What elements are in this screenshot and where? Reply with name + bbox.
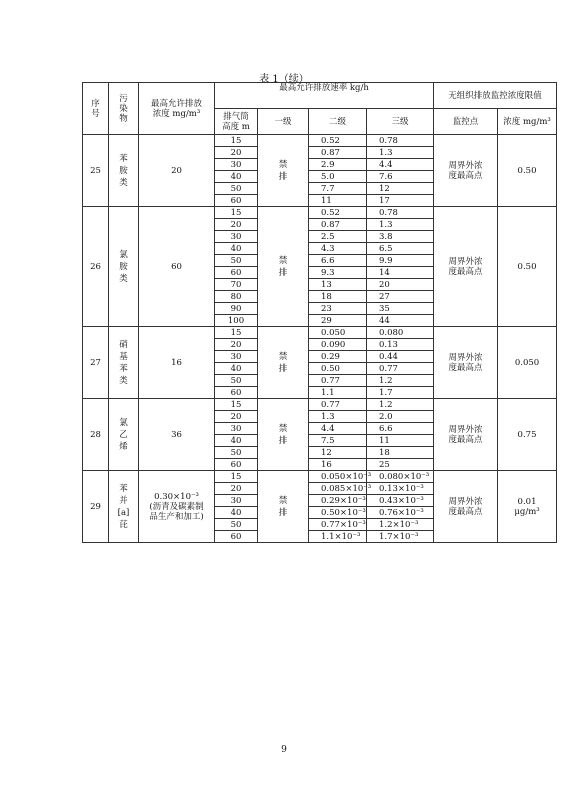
level-3-rate-cell: 0.43×10⁻³ (367, 495, 434, 507)
max-concentration-cell (139, 399, 215, 471)
stack-height-cell: 60 (215, 459, 258, 471)
stack-height-cell: 60 (215, 195, 258, 207)
stack-height-cell: 60 (215, 531, 258, 543)
level-2-rate-cell: 7.5 (309, 435, 367, 447)
stack-height-cell: 20 (215, 411, 258, 423)
level-2-rate-cell: 0.87 (309, 219, 367, 231)
table-row (83, 399, 557, 411)
stack-height-cell: 90 (215, 303, 258, 315)
level-2-rate-cell: 6.6 (309, 255, 367, 267)
max-concentration-cell (139, 135, 215, 207)
level-2-rate-cell: 0.50×10⁻³ (309, 507, 367, 519)
stack-height-cell: 30 (215, 351, 258, 363)
level-1-cell (258, 399, 309, 471)
level-3-rate-cell: 17 (367, 195, 434, 207)
stack-height-cell: 50 (215, 519, 258, 531)
level-3-rate-cell: 18 (367, 447, 434, 459)
table-row (83, 135, 557, 147)
stack-height-cell: 40 (215, 171, 258, 183)
stack-height-cell: 40 (215, 435, 258, 447)
level-2-rate-cell: 29 (309, 315, 367, 327)
seq-number-cell: 29 (83, 471, 109, 543)
stack-height-cell: 20 (215, 147, 258, 159)
max-concentration-cell-line: 品生产和加工) (149, 511, 204, 522)
pollutant-name-cell-line: 氯 (119, 249, 128, 260)
header-pollutant-line: 污 (119, 93, 128, 104)
level-3-rate-cell: 14 (367, 267, 434, 279)
pollutant-name-cell (109, 471, 139, 543)
stack-height-cell: 30 (215, 159, 258, 171)
stack-height-cell: 50 (215, 255, 258, 267)
level-2-rate-cell: 4.3 (309, 243, 367, 255)
header-seq-line: 号 (91, 108, 100, 119)
level-3-rate-cell: 1.2 (367, 399, 434, 411)
level-2-rate-cell: 0.29×10⁻³ (309, 495, 367, 507)
level-3-rate-cell: 0.080×10⁻³ (367, 471, 434, 483)
monitor-point-cell-line: 度最高点 (448, 170, 483, 181)
level-3-rate-cell: 1.3 (367, 147, 434, 159)
header-level-2: 二级 (309, 109, 367, 135)
level-3-rate-cell: 44 (367, 315, 434, 327)
level-2-rate-cell: 4.4 (309, 423, 367, 435)
level-2-rate-cell: 1.1 (309, 387, 367, 399)
level-2-rate-cell: 12 (309, 447, 367, 459)
concentration-limit-cell (498, 399, 557, 471)
max-concentration-cell-line: 16 (171, 357, 182, 368)
stack-height-cell: 15 (215, 207, 258, 219)
header-level-3: 三级 (367, 109, 434, 135)
level-3-rate-cell: 0.13 (367, 339, 434, 351)
stack-height-cell: 70 (215, 279, 258, 291)
pollutant-name-cell-line: 乙 (119, 429, 128, 440)
max-concentration-cell-line: 20 (171, 165, 182, 176)
concentration-limit-cell (498, 207, 557, 327)
concentration-limit-cell-line: 0.50 (517, 261, 537, 272)
level-3-rate-cell: 1.3 (367, 219, 434, 231)
level-3-rate-cell: 7.6 (367, 171, 434, 183)
header-max-concentration (139, 83, 215, 135)
header-level-1: 一级 (258, 109, 309, 135)
pollutant-name-cell-line: 胺 (119, 165, 128, 176)
seq-number-cell: 27 (83, 327, 109, 399)
pollutant-name-cell-line: 硝 (119, 339, 128, 350)
pollutant-name-cell-line: 基 (119, 351, 128, 362)
stack-height-cell: 80 (215, 291, 258, 303)
level-2-rate-cell: 2.9 (309, 159, 367, 171)
header-pollutant (109, 83, 139, 135)
seq-number-cell: 26 (83, 207, 109, 327)
level-2-rate-cell: 0.50 (309, 363, 367, 375)
stack-height-cell: 30 (215, 423, 258, 435)
emission-standard-table (82, 82, 557, 543)
table-body (83, 83, 557, 543)
page-number: 9 (281, 745, 287, 755)
level-3-rate-cell: 0.13×10⁻³ (367, 483, 434, 495)
level-1-cell-line: 禁 (278, 159, 288, 170)
level-2-rate-cell: 13 (309, 279, 367, 291)
header-stack-height-line: 排气筒 (223, 111, 249, 122)
level-3-rate-cell: 20 (367, 279, 434, 291)
level-1-cell-line: 排 (278, 171, 288, 182)
level-2-rate-cell: 0.77 (309, 399, 367, 411)
level-1-cell (258, 327, 309, 399)
max-concentration-cell-line: 0.30×10⁻³ (154, 491, 199, 502)
stack-height-cell: 50 (215, 375, 258, 387)
level-2-rate-cell: 0.52 (309, 135, 367, 147)
stack-height-cell: 15 (215, 399, 258, 411)
stack-height-cell: 15 (215, 327, 258, 339)
level-2-rate-cell: 23 (309, 303, 367, 315)
level-1-cell-line: 禁 (278, 423, 288, 434)
header-fugitive-group: 无组织排放监控浓度限值 (434, 83, 557, 109)
header-pollutant-line: 物 (119, 113, 128, 124)
level-1-cell-line: 禁 (278, 495, 288, 506)
level-1-cell (258, 471, 309, 543)
level-1-cell-line: 排 (278, 507, 288, 518)
seq-number-cell: 28 (83, 399, 109, 471)
table-row (83, 471, 557, 483)
pollutant-name-cell-line: 芘 (119, 519, 128, 530)
level-2-rate-cell: 11 (309, 195, 367, 207)
monitor-point-cell-line: 度最高点 (448, 266, 483, 277)
level-1-cell-line: 排 (278, 363, 288, 374)
monitor-point-cell-line: 度最高点 (448, 506, 483, 517)
seq-number-cell: 25 (83, 135, 109, 207)
monitor-point-cell (434, 399, 498, 471)
level-3-rate-cell: 11 (367, 435, 434, 447)
pollutant-name-cell-line: 苯 (119, 153, 128, 164)
header-rate-group: 最高允许排放速率 kg/h (215, 83, 434, 109)
level-3-rate-cell: 1.2×10⁻³ (367, 519, 434, 531)
level-1-cell-line: 禁 (278, 255, 288, 266)
level-3-rate-cell: 0.78 (367, 207, 434, 219)
stack-height-cell: 15 (215, 471, 258, 483)
level-2-rate-cell: 9.3 (309, 267, 367, 279)
header-seq (83, 83, 109, 135)
monitor-point-cell (434, 135, 498, 207)
max-concentration-cell-line: 60 (171, 261, 182, 272)
stack-height-cell: 40 (215, 507, 258, 519)
level-2-rate-cell: 1.3 (309, 411, 367, 423)
pollutant-name-cell-line: 苯 (119, 363, 128, 374)
level-3-rate-cell: 25 (367, 459, 434, 471)
pollutant-name-cell-line: 类 (119, 375, 128, 386)
level-3-rate-cell: 3.8 (367, 231, 434, 243)
stack-height-cell: 15 (215, 135, 258, 147)
level-2-rate-cell: 2.5 (309, 231, 367, 243)
pollutant-name-cell-line: 氯 (119, 417, 128, 428)
level-2-rate-cell: 0.050 (309, 327, 367, 339)
level-3-rate-cell: 0.080 (367, 327, 434, 339)
level-2-rate-cell: 0.050×10⁻³ (309, 471, 367, 483)
level-3-rate-cell: 0.77 (367, 363, 434, 375)
header-row-1 (83, 83, 557, 109)
level-1-cell-line: 禁 (278, 351, 288, 362)
monitor-point-cell (434, 207, 498, 327)
level-3-rate-cell: 1.7 (367, 387, 434, 399)
pollutant-name-cell (109, 135, 139, 207)
pollutant-name-cell-line: 胺 (119, 261, 128, 272)
header-concentration: 浓度 mg/m³ (498, 109, 557, 135)
monitor-point-cell-line: 度最高点 (448, 434, 483, 445)
monitor-point-cell-line: 周界外浓 (448, 496, 483, 507)
max-concentration-cell-line: 36 (171, 429, 182, 440)
max-concentration-cell (139, 207, 215, 327)
level-1-cell (258, 207, 309, 327)
level-3-rate-cell: 1.2 (367, 375, 434, 387)
level-3-rate-cell: 2.0 (367, 411, 434, 423)
stack-height-cell: 100 (215, 315, 258, 327)
monitor-point-cell-line: 周界外浓 (448, 352, 483, 363)
level-3-rate-cell: 9.9 (367, 255, 434, 267)
header-max-conc-line: 最高允许排放 (150, 98, 202, 109)
level-3-rate-cell: 0.44 (367, 351, 434, 363)
level-3-rate-cell: 6.6 (367, 423, 434, 435)
header-monitor-point: 监控点 (434, 109, 498, 135)
concentration-limit-cell (498, 327, 557, 399)
level-2-rate-cell: 1.1×10⁻³ (309, 531, 367, 543)
level-2-rate-cell: 0.29 (309, 351, 367, 363)
level-2-rate-cell: 0.87 (309, 147, 367, 159)
stack-height-cell: 20 (215, 483, 258, 495)
stack-height-cell: 60 (215, 387, 258, 399)
level-3-rate-cell: 0.76×10⁻³ (367, 507, 434, 519)
max-concentration-cell-line: (沥青及碳素制 (149, 501, 204, 512)
header-max-conc-line: 浓度 mg/m³ (152, 108, 201, 119)
pollutant-name-cell-line: 类 (119, 273, 128, 284)
level-2-rate-cell: 0.085×10⁻³ (309, 483, 367, 495)
concentration-limit-cell-line: 0.050 (514, 357, 540, 368)
concentration-limit-cell (498, 471, 557, 543)
level-3-rate-cell: 6.5 (367, 243, 434, 255)
pollutant-name-cell-line: 类 (119, 177, 128, 188)
monitor-point-cell-line: 周界外浓 (448, 424, 483, 435)
level-1-cell (258, 135, 309, 207)
stack-height-cell: 50 (215, 183, 258, 195)
pollutant-name-cell-line: [a] (117, 507, 130, 518)
table-row (83, 207, 557, 219)
monitor-point-cell-line: 周界外浓 (448, 256, 483, 267)
header-seq-line: 序 (91, 98, 100, 109)
level-1-cell-line: 排 (278, 435, 288, 446)
monitor-point-cell-line: 周界外浓 (448, 160, 483, 171)
stack-height-cell: 20 (215, 339, 258, 351)
level-2-rate-cell: 0.77 (309, 375, 367, 387)
pollutant-name-cell (109, 399, 139, 471)
header-pollutant-line: 染 (119, 103, 128, 114)
concentration-limit-cell-line: 0.50 (517, 165, 537, 176)
concentration-limit-cell-line: μg/m³ (514, 506, 540, 517)
stack-height-cell: 60 (215, 267, 258, 279)
level-2-rate-cell: 0.090 (309, 339, 367, 351)
concentration-limit-cell-line: 0.75 (517, 429, 537, 440)
max-concentration-cell (139, 327, 215, 399)
level-2-rate-cell: 0.52 (309, 207, 367, 219)
pollutant-name-cell (109, 207, 139, 327)
stack-height-cell: 30 (215, 495, 258, 507)
level-3-rate-cell: 12 (367, 183, 434, 195)
stack-height-cell: 40 (215, 243, 258, 255)
stack-height-cell: 30 (215, 231, 258, 243)
level-3-rate-cell: 4.4 (367, 159, 434, 171)
max-concentration-cell (139, 471, 215, 543)
stack-height-cell: 20 (215, 219, 258, 231)
level-2-rate-cell: 0.77×10⁻³ (309, 519, 367, 531)
monitor-point-cell (434, 471, 498, 543)
level-2-rate-cell: 16 (309, 459, 367, 471)
level-2-rate-cell: 5.0 (309, 171, 367, 183)
pollutant-name-cell-line: 烯 (119, 441, 128, 452)
level-3-rate-cell: 27 (367, 291, 434, 303)
level-3-rate-cell: 1.7×10⁻³ (367, 531, 434, 543)
pollutant-name-cell-line: 并 (119, 495, 128, 506)
monitor-point-cell (434, 327, 498, 399)
header-stack-height (215, 109, 258, 135)
pollutant-name-cell (109, 327, 139, 399)
level-3-rate-cell: 35 (367, 303, 434, 315)
pollutant-name-cell-line: 苯 (119, 483, 128, 494)
level-3-rate-cell: 0.78 (367, 135, 434, 147)
table-caption: 表 1（续） (259, 74, 309, 85)
level-2-rate-cell: 18 (309, 291, 367, 303)
monitor-point-cell-line: 度最高点 (448, 362, 483, 373)
header-stack-height-line: 高度 m (222, 121, 250, 132)
level-2-rate-cell: 7.7 (309, 183, 367, 195)
table-row (83, 327, 557, 339)
concentration-limit-cell (498, 135, 557, 207)
concentration-limit-cell-line: 0.01 (517, 496, 537, 507)
stack-height-cell: 40 (215, 363, 258, 375)
level-1-cell-line: 排 (278, 267, 288, 278)
stack-height-cell: 50 (215, 447, 258, 459)
